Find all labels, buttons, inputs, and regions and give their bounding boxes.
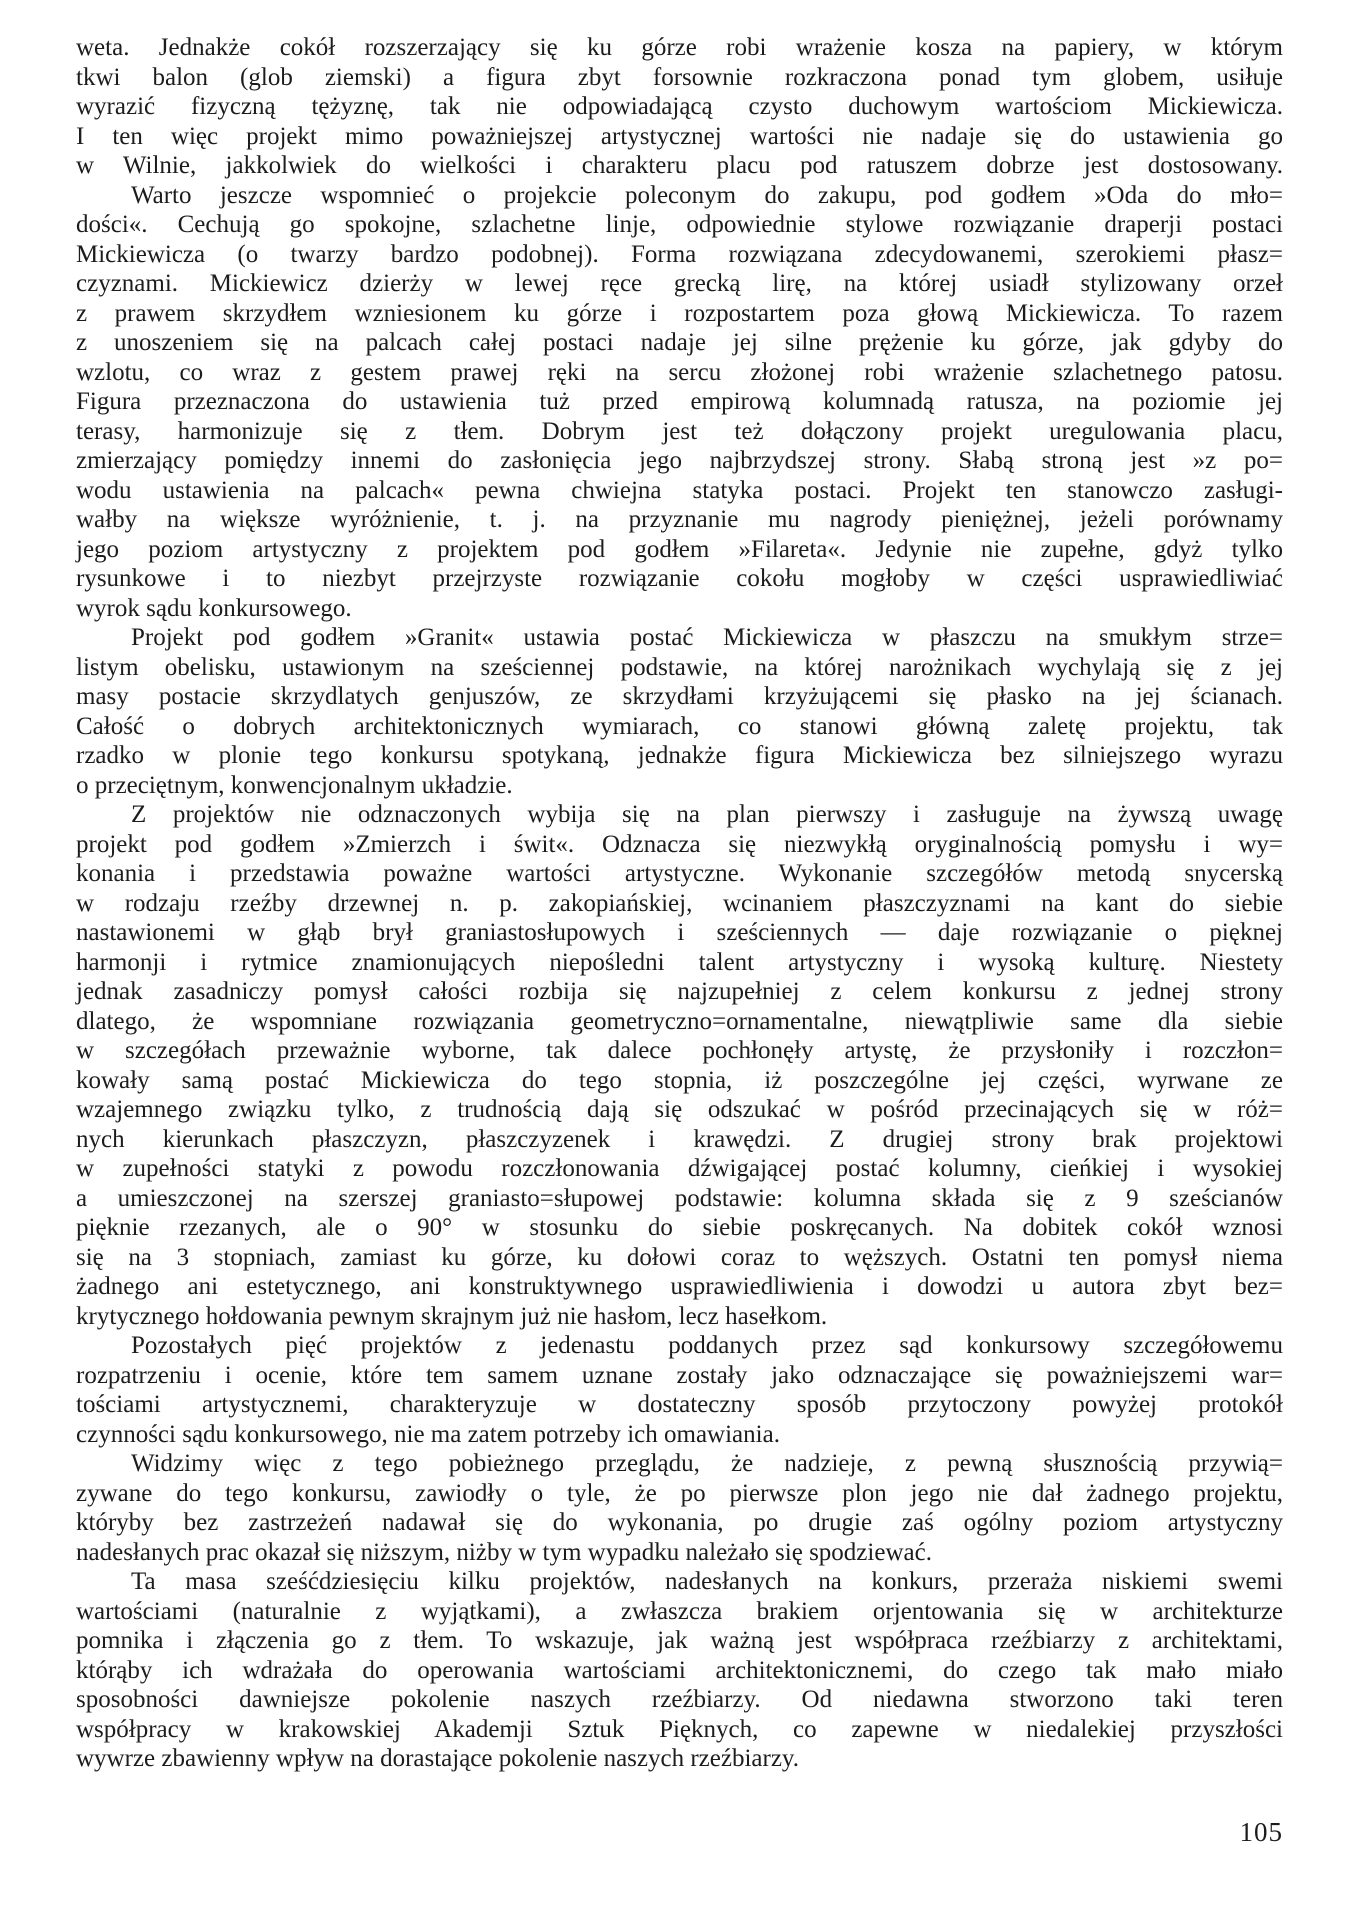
text-line: masy postacie skrzydlatych genjuszów, ze skrzydłami krzyżującemi się płasko na jej ścianach. [76, 683, 1283, 710]
text-line: w rodzaju rzeźby drzewnej n. p. zakopiańskiej, wcinaniem płaszczyznami na kant do siebie [76, 889, 1283, 917]
text-column [76, 33, 1283, 1774]
paragraph [76, 623, 1283, 800]
paragraph [76, 800, 1283, 1331]
text-line: listym obelisku, ustawionym na sześciennej podstawie, na której narożnikach wychylają się z jej [76, 653, 1283, 681]
text-line: z prawem skrzydłem wzniesionem ku górze i rozpostartem poza głową Mickiewicza. To razem [76, 299, 1283, 327]
text-line: harmonji i rytmice znamionujących niepośledni talent artystyczny i wysoką kulturę. Niestety [76, 948, 1283, 976]
text-line: tościami artystycznemi, charakteryzuje w dostateczny sposób przytoczony powyżej protokół [76, 1391, 1283, 1418]
text-line: rozpatrzeniu i ocenie, które tem samem uznane zostały jako odznaczające się poważniejszemi war= [76, 1361, 1283, 1389]
text-line: o przeciętnym, konwencjonalnym układzie. [76, 771, 513, 799]
paragraph [76, 1331, 1283, 1449]
text-line: dlatego, że wspomniane rozwiązania geometryczno=ornamentalne, niewątpliwie same dla siebie [76, 1007, 1283, 1035]
text-line: kowały samą postać Mickiewicza do tego stopnia, iż poszczególne jej części, wyrwane ze [76, 1066, 1283, 1094]
text-line: czynności sądu konkursowego, nie ma zatem potrzeby ich omawiania. [76, 1420, 780, 1448]
text-line: współpracy w krakowskiej Akademji Sztuk Pięknych, co zapewne w niedalekiej przyszłości [76, 1715, 1283, 1743]
text-line: któryby bez zastrzeżeń nadawał się do wykonania, po drugie zaś ogólny poziom artystyczny [76, 1509, 1283, 1536]
text-line: rzadko w plonie tego konkursu spotykaną, jednakże figura Mickiewicza bez silniejszego wyrazu [76, 742, 1283, 769]
text-line: a umieszczonej na szerszej graniasto=słupowej podstawie: kolumna składa się z 9 sześcianów [76, 1184, 1283, 1212]
text-line: którąby ich wdrażała do operowania wartościami architektonicznemi, do czego tak mało miało [76, 1656, 1283, 1684]
text-line: z unoszeniem się na palcach całej postaci nadaje jej silne prężenie ku górze, jak gdyby do [76, 329, 1283, 356]
text-line: weta. Jednakże cokół rozszerzający się ku górze robi wrażenie kosza na papiery, w którym [76, 34, 1283, 61]
text-line: w szczegółach przeważnie wyborne, tak dalece pochłonęły artystę, że przysłoniły i rozczłon= [76, 1037, 1283, 1064]
text-line: dości«. Cechują go spokojne, szlachetne linje, odpowiednie stylowe rozwiązanie draperji postaci [76, 211, 1283, 238]
text-line: rysunkowe i to niezbyt przejrzyste rozwiązanie cokołu mogłoby w części usprawiedliwiać [76, 565, 1283, 592]
text-line: Warto jeszcze wspomnieć o projekcie poleconym do zakupu, pod godłem »Oda do mło= [131, 181, 1283, 209]
text-line: się na 3 stopniach, zamiast ku górze, ku dołowi coraz to węższych. Ostatni ten pomysł niema [76, 1243, 1283, 1271]
text-line: wyrazić fizyczną tężyznę, tak nie odpowiadającą czysto duchowym wartościom Mickiewicza. [76, 93, 1283, 120]
text-line: wywrze zbawienny wpływ na dorastające pokolenie naszych rzeźbiarzy. [76, 1745, 800, 1772]
text-line: pięknie rzezanych, ale o 90° w stosunku do siebie poskręcanych. Na dobitek cokół wznosi [76, 1214, 1283, 1241]
text-line: tkwi balon (glob ziemski) a figura zbyt forsownie rozkraczona ponad tym globem, usiłuje [76, 63, 1283, 91]
text-line: nadesłanych prac okazał się niższym, niżby w tym wypadku należało się spodziewać. [76, 1538, 932, 1566]
text-line: wodu ustawienia na palcach« pewna chwiejna statyka postaci. Projekt ten stanowczo zasługi- [76, 476, 1283, 504]
paragraph [76, 1449, 1283, 1567]
text-line: Całość o dobrych architektonicznych wymiarach, co stanowi główną zaletę projektu, tak [76, 712, 1283, 740]
text-line: Pozostałych pięć projektów z jedenastu poddanych przez sąd konkursowy szczegółowemu [131, 1332, 1283, 1359]
text-line: wałby na większe wyróżnienie, t. j. na przyznanie mu nagrody pieniężnej, jeżeli porównamy [76, 506, 1283, 533]
paragraph [76, 1567, 1283, 1774]
paragraph [76, 33, 1283, 181]
text-line: sposobności dawniejsze pokolenie naszych rzeźbiarzy. Od niedawna stworzono taki teren [76, 1686, 1283, 1713]
text-line: I ten więc projekt mimo poważniejszej artystycznej wartości nie nadaje się do ustawienia go [76, 122, 1283, 150]
text-line: zmierzający pomiędzy innemi do zasłonięcia jego najbrzydszej strony. Słabą stroną jest »z po= [76, 447, 1283, 474]
text-line: konania i przedstawia poważne wartości artystyczne. Wykonanie szczegółów metodą snycerską [76, 860, 1283, 887]
text-line: pomnika i złączenia go z tłem. To wskazuje, jak ważną jest współpraca rzeźbiarzy z architektami, [76, 1627, 1283, 1654]
text-line: nych kierunkach płaszczyzn, płaszczyzenek i krawędzi. Z drugiej strony brak projektowi [76, 1125, 1283, 1153]
text-line: wyrok sądu konkursowego. [76, 594, 352, 622]
text-line: Ta masa sześćdziesięciu kilku projektów, nadesłanych na konkurs, przeraża niskiemi swemi [131, 1568, 1283, 1595]
paragraph [76, 181, 1283, 624]
text-line: czyznami. Mickiewicz dzierży w lewej ręce grecką lirę, na której usiadł stylizowany orzeł [76, 270, 1283, 297]
text-line: Widzimy więc z tego pobieżnego przeglądu, że nadzieje, z pewną słusznością przywią= [131, 1450, 1283, 1477]
text-line: w Wilnie, jakkolwiek do wielkości i charakteru placu pod ratuszem dobrze jest dostosowany. [76, 152, 1283, 179]
text-line: jego poziom artystyczny z projektem pod godłem »Filareta«. Jedynie nie zupełne, gdyż tylko [76, 535, 1283, 563]
text-line: wzlotu, co wraz z gestem prawej ręki na sercu złożonej robi wrażenie szlachetnego patosu. [76, 358, 1283, 386]
text-line: zywane do tego konkursu, zawiodły o tyle, że po pierwsze plon jego nie dał żadnego projektu, [76, 1479, 1283, 1507]
text-line: żadnego ani estetycznego, ani konstruktywnego usprawiedliwienia i dowodzi u autora zbyt bez= [76, 1273, 1283, 1300]
text-line: terasy, harmonizuje się z tłem. Dobrym jest też dołączony projekt uregulowania placu, [76, 417, 1283, 445]
text-line: wartościami (naturalnie z wyjątkami), a zwłaszcza brakiem orjentowania się w architekturze [76, 1597, 1283, 1625]
page-number: 105 [1239, 1817, 1283, 1847]
text-line: wzajemnego związku tylko, z trudnością dają się odszukać w pośród przecinających się w róż= [76, 1096, 1283, 1123]
text-line: Figura przeznaczona do ustawienia tuż przed empirową kolumnadą ratusza, na poziomie jej [76, 388, 1283, 415]
text-line: Projekt pod godłem »Granit« ustawia postać Mickiewicza w płaszczu na smukłym strze= [131, 624, 1283, 651]
text-line: jednak zasadniczy pomysł całości rozbija się najzupełniej z celem konkursu z jednej strony [76, 978, 1283, 1005]
text-line: Z projektów nie odznaczonych wybija się na plan pierwszy i zasługuje na żywszą uwagę [131, 801, 1283, 828]
text-line: nastawionemi w głąb brył graniastosłupowych i sześciennych — daje rozwiązanie o pięknej [76, 919, 1283, 946]
text-line: projekt pod godłem »Zmierzch i świt«. Odznacza się niezwykłą oryginalnością pomysłu i wy= [76, 830, 1283, 858]
text-line: w zupełności statyki z powodu rozczłonowania dźwigającej postać kolumny, cieńkiej i wysokiej [76, 1155, 1283, 1182]
text-line: Mickiewicza (o twarzy bardzo podobnej). Forma rozwiązana zdecydowanemi, szerokiemi płasz= [76, 240, 1283, 268]
text-line: krytycznego hołdowania pewnym skrajnym już nie hasłom, lecz hasełkom. [76, 1302, 828, 1330]
